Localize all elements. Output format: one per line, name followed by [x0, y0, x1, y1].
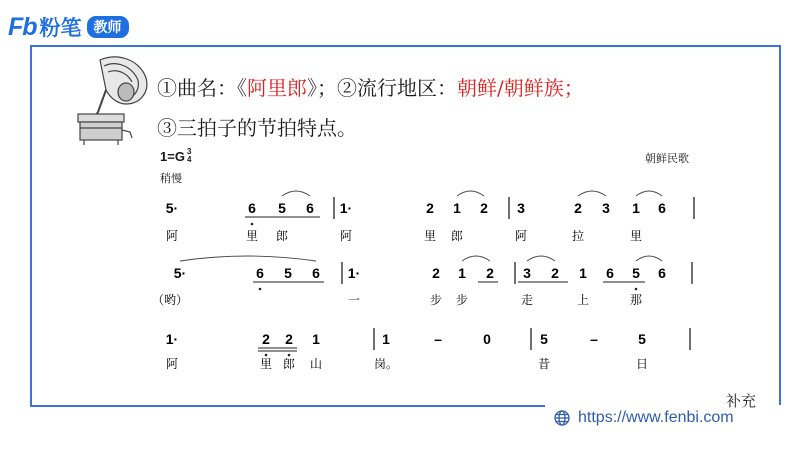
note: – — [434, 331, 442, 347]
note: 3 — [602, 200, 610, 216]
note: 5· — [173, 265, 187, 281]
note: 6 — [606, 265, 614, 281]
note: 2 — [480, 200, 488, 216]
note: 1 — [632, 200, 640, 216]
url-text: https://www.fenbi.com — [578, 409, 734, 426]
lyric: 阿 — [165, 229, 179, 243]
lyric: 山 — [309, 357, 323, 371]
lyric: 上 — [576, 293, 590, 307]
octave-dot — [251, 223, 254, 226]
note: 3 — [517, 200, 525, 216]
tie-arc — [282, 191, 310, 196]
globe-icon — [554, 410, 570, 426]
lyric: 日 — [635, 357, 649, 371]
note: 6 — [658, 265, 666, 281]
lyric: 拉 — [571, 229, 585, 243]
note: 1 — [382, 331, 390, 347]
lyric: 郎 — [450, 229, 464, 243]
note: 1 — [579, 265, 587, 281]
octave-dot — [288, 354, 291, 357]
octave-dot — [265, 354, 268, 357]
logo-tag: 教师 — [87, 16, 129, 38]
song-title: 阿里郎 — [247, 76, 307, 100]
note: 5· — [165, 200, 179, 216]
tie-arc — [636, 256, 662, 261]
note: 2 — [426, 200, 434, 216]
note: 0 — [483, 331, 491, 347]
note: 2 — [486, 265, 494, 281]
lyric: 阿 — [339, 229, 353, 243]
lyric: 岗。 — [373, 357, 399, 371]
tie-arc — [527, 256, 555, 261]
note: 5 — [284, 265, 292, 281]
note: 6 — [658, 200, 666, 216]
note: 6 — [256, 265, 264, 281]
lyric: 那 — [629, 293, 643, 307]
lyric: 阿 — [165, 357, 179, 371]
lyric: 一 — [347, 293, 361, 307]
lyric: 郎 — [282, 357, 296, 371]
lyric: 里 — [259, 357, 273, 371]
lyric: （哟） — [151, 293, 189, 307]
octave-dot — [259, 288, 262, 291]
item1-prefix: ①曲名：《 — [157, 76, 247, 100]
note: 1· — [339, 200, 353, 216]
lyric: 步 — [429, 293, 443, 307]
key-label: 1=G — [160, 148, 185, 164]
note: 2 — [432, 265, 440, 281]
lyric: 里 — [629, 229, 643, 243]
note: 2 — [285, 331, 293, 347]
time-top: 3 — [186, 147, 192, 156]
item1-mid: 》；②流行地区： — [307, 76, 457, 100]
note: 2 — [262, 331, 270, 347]
supplement-label: 补充 — [726, 392, 757, 410]
tempo-marking: 稍慢 — [160, 172, 182, 185]
lyric: 阿 — [514, 229, 528, 243]
note: 2 — [551, 265, 559, 281]
tie-arc — [457, 191, 484, 196]
lyric: 里 — [245, 229, 259, 243]
note: 1 — [312, 331, 320, 347]
octave-dot — [635, 288, 638, 291]
tie-arc — [636, 191, 662, 196]
note: 1 — [458, 265, 466, 281]
tie-arc — [578, 191, 606, 196]
note: 1 — [453, 200, 461, 216]
note: 2 — [574, 200, 582, 216]
note: 6 — [312, 265, 320, 281]
lyric: 步 — [455, 293, 469, 307]
lyric: 郎 — [275, 229, 289, 243]
note: 5 — [632, 265, 640, 281]
song-origin: 朝鲜民歌 — [645, 152, 689, 165]
website-link[interactable] — [554, 409, 734, 427]
note: – — [590, 331, 598, 347]
item1-end: ； — [563, 76, 584, 100]
region: 朝鲜/朝鲜族 — [457, 76, 564, 100]
lyric: 里 — [423, 229, 437, 243]
item2-text: ③三拍子的节拍特点。 — [157, 116, 357, 140]
note: 5 — [278, 200, 286, 216]
time-bottom: 4 — [186, 155, 192, 164]
note: 3 — [523, 265, 531, 281]
note: 6 — [306, 200, 314, 216]
lyric: 走 — [520, 293, 534, 307]
note: 1· — [347, 265, 361, 281]
lyric: 昔 — [537, 357, 551, 371]
logo-mark: Fb — [8, 12, 37, 41]
note: 5 — [540, 331, 548, 347]
tie-arc — [462, 256, 490, 261]
note: 5 — [638, 331, 646, 347]
note: 1· — [165, 331, 179, 347]
tie-arc — [180, 256, 316, 261]
note: 6 — [248, 200, 256, 216]
logo-text: 粉笔 — [39, 16, 82, 40]
